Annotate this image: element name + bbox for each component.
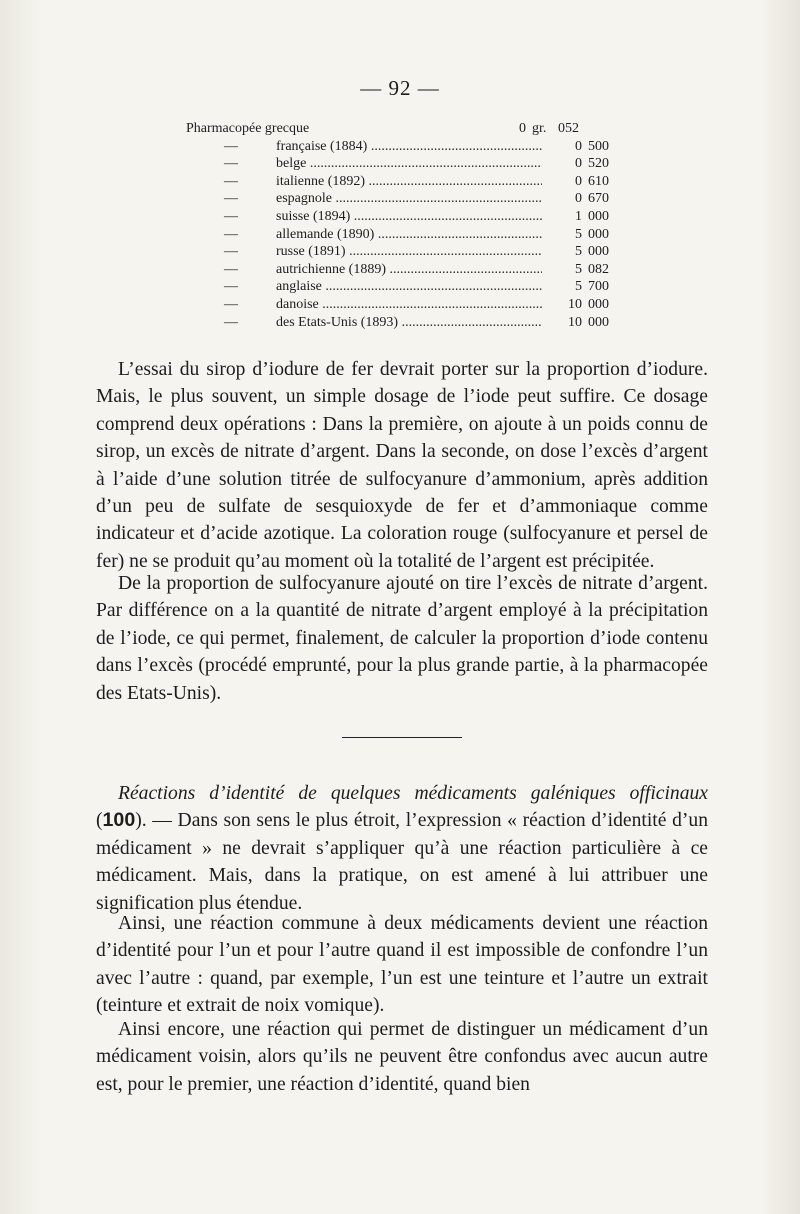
paragraph-common-reaction: [96, 910, 708, 1020]
paragraph-text: De la proportion de sulfocyanure ajouté on tire l’excès de nitrate d’argent. Par différence on a la quantité de nitrate d’argent employé à la précipitation de l’iode, ce qui permet, finalement, de calculer la proportion d’iode contenu dans l’excès (procédé emprunté, pour la plus grande partie, à la pharmacopée des Etats-Unis).: [96, 573, 708, 704]
row-dec: 500: [588, 138, 609, 154]
row-name: autrichienne (1889) .....: [276, 261, 542, 279]
row-dec: 610: [588, 173, 609, 189]
row-dec: 670: [588, 191, 609, 207]
table-row: [186, 261, 626, 279]
row-name: belge .....: [276, 155, 542, 173]
row-int: 5: [575, 261, 582, 277]
row-name: suisse (1894) .....: [276, 208, 542, 226]
table-row: [186, 138, 626, 156]
row-dec: 000: [588, 226, 609, 242]
table-row: [186, 120, 626, 138]
table-row: [186, 243, 626, 261]
row-dec: 700: [588, 279, 609, 295]
row-name: anglaise .....: [276, 278, 542, 296]
row-dash: —: [224, 156, 238, 172]
row-dash: —: [224, 226, 238, 242]
section-title: Réactions d’identité de quelques médicaments galéniques officinaux: [118, 783, 708, 804]
row-dec: 000: [588, 296, 609, 312]
row-label: Pharmacopée grecque: [186, 121, 310, 136]
paragraph-iodure-essay: [96, 356, 708, 575]
row-dash: —: [224, 173, 238, 189]
row-int: 0: [575, 138, 582, 154]
row-dec: 082: [588, 261, 609, 277]
section-divider: [342, 737, 462, 738]
table-row: [186, 173, 626, 191]
table-row: [186, 278, 626, 296]
table-row: [186, 155, 626, 173]
table-row: [186, 226, 626, 244]
row-dash: —: [224, 279, 238, 295]
row-int: 5: [575, 279, 582, 295]
row-int: 0: [575, 156, 582, 172]
page-number: — 92 —: [360, 76, 440, 100]
table-row: [186, 208, 626, 226]
row-name: espagnole .....: [276, 190, 542, 208]
paragraph-text: L’essai du sirop d’iodure de fer devrait porter sur la proportion d’iodure. Mais, le plus souvent, un simple dosage de l’iode peut suffire. Ce dosage comprend deux opérations : Dans la première, on ajoute à un poids connu de sirop, un excès de nitrate d’argent. Dans la seconde, on dose l’excès d’argent à l’aide d’une solution titrée de sulfocyanure d’ammonium, après addition d’un peu de sulfate de sesquioxyde de fer et d’ammoniaque comme indicateur et d’acide azotique. La coloration rouge (sulfocyanure et persel de fer) ne se produit qu’au moment où la totalité de l’argent est précipitée.: [96, 359, 708, 572]
row-int: 10: [568, 296, 582, 312]
row-dash: —: [224, 314, 238, 330]
row-int: 5: [575, 226, 582, 242]
row-int: 5: [575, 244, 582, 260]
paragraph-reactions: Réactions d’identité de quelques médicaments galéniques officinaux (100). — Dans son sens le plus étroit, l’expression « réaction d’identité d’un médicament » ne devrait s’appliquer qu’à une réaction particulière à ce médicament. Mais, dans la pratique, on est amené à lui attribuer une signification plus étendue.: [96, 783, 708, 914]
row-dash: —: [224, 244, 238, 260]
row-dec: 000: [588, 314, 609, 330]
paragraph-distinguish: [96, 1016, 708, 1098]
row-name: française (1884) .....: [276, 138, 542, 156]
table-row: [186, 296, 626, 314]
row-dec: 000: [588, 208, 609, 224]
row-int: 0: [575, 191, 582, 207]
row-dash: —: [224, 191, 238, 207]
row-name: des Etats-Unis (1893) .....: [276, 314, 542, 332]
row-dec: 520: [588, 156, 609, 172]
pharmacopoeia-table: [186, 120, 626, 331]
row-dash: —: [224, 208, 238, 224]
row-int: 0: [575, 173, 582, 189]
row-int: 0: [519, 121, 526, 136]
table-row: [186, 190, 626, 208]
reference-number: 100: [102, 809, 136, 832]
row-dec: 052: [558, 121, 579, 136]
row-dec: 000: [588, 244, 609, 260]
paragraph-sulfocyanure: [96, 570, 708, 707]
paragraph-text: Ainsi, une réaction commune à deux médicaments devient une réaction d’identité pour l’un et pour l’autre quand il est impossible de confondre l’un avec l’autre : quand, par exemple, l’un est une teinture et l’autre un extrait (teinture et extrait de noix vomique).: [96, 913, 708, 1017]
paragraph-text: Ainsi encore, une réaction qui permet de distinguer un médicament d’un médicament voisin, alors qu’ils ne peuvent être confondus avec aucun autre est, pour le premier, une réaction d’identité, quand bien: [96, 1019, 708, 1095]
row-int: 1: [575, 208, 582, 224]
row-dash: —: [224, 138, 238, 154]
table-row: [186, 314, 626, 332]
row-name: allemande (1890) .....: [276, 226, 542, 244]
row-dash: —: [224, 296, 238, 312]
row-name: italienne (1892) .....: [276, 173, 542, 191]
row-int: 10: [568, 314, 582, 330]
row-name: russe (1891) .....: [276, 243, 542, 261]
paragraph-text: ). — Dans son sens le plus étroit, l’expression « réaction d’identité d’un médicament » ne devrait s’appliquer qu’à une réaction particulière à ce médicament. Mais, dans la pratique, on est amené à lui attribuer une signification plus étendue.: [96, 810, 708, 914]
row-dash: —: [224, 261, 238, 277]
row-unit: gr.: [532, 121, 547, 136]
row-name: danoise .....: [276, 296, 542, 314]
